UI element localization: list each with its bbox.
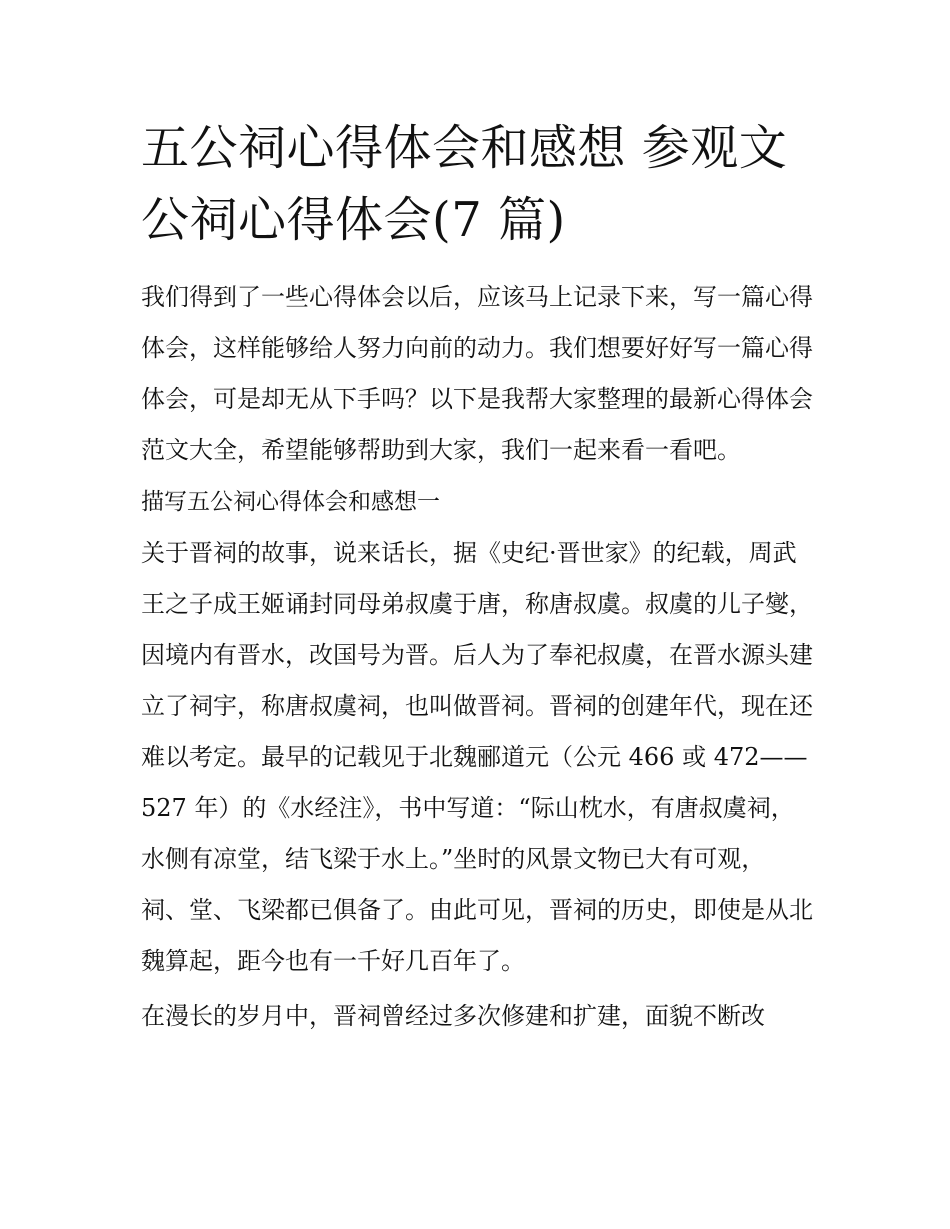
body-paragraph-1: 关于晋祠的故事，说来话长，据《史纪·晋世家》的纪载，周武王之子成王姬诵封同母弟叔虞于唐，称唐叔虞。叔虞的儿子燮，因境内有晋水，改国号为晋。后人为了奉祀叔虞，在晋水源头建立了祠宇，称唐叔虞祠，也叫做晋祠。晋祠的创建年代，现在还难以考定。最早的记载见于北魏郦道元（公元 466 或 472——527 年）的《水经注》，书中写道：“际山枕水，有唐叔虞祠，水侧有凉堂，结飞梁于水上。”坐时的风景文物已大有可观，祠、堂、飞梁都已俱备了。由此可见，晋祠的历史，即使是从北魏算起，距今也有一千好几百年了。 [141,539,813,975]
intro-paragraph: 我们得到了一些心得体会以后，应该马上记录下来，写一篇心得体会，这样能够给人努力向前的动力。我们想要好好写一篇心得体会，可是却无从下手吗？以下是我帮大家整理的最新心得体会范文大全，希望能够帮助到大家，我们一起来看一看吧。 [141,283,813,464]
body-paragraph-2: 在漫长的岁月中，晋祠曾经过多次修建和扩建，面貌不断改 [141,1002,765,1030]
document-body [141,112,813,1042]
page-title: 五公祠心得体会和感想 参观文公祠心得体会(7 篇) [141,120,788,248]
section-heading: 描写五公祠心得体会和感想一 [141,489,440,515]
